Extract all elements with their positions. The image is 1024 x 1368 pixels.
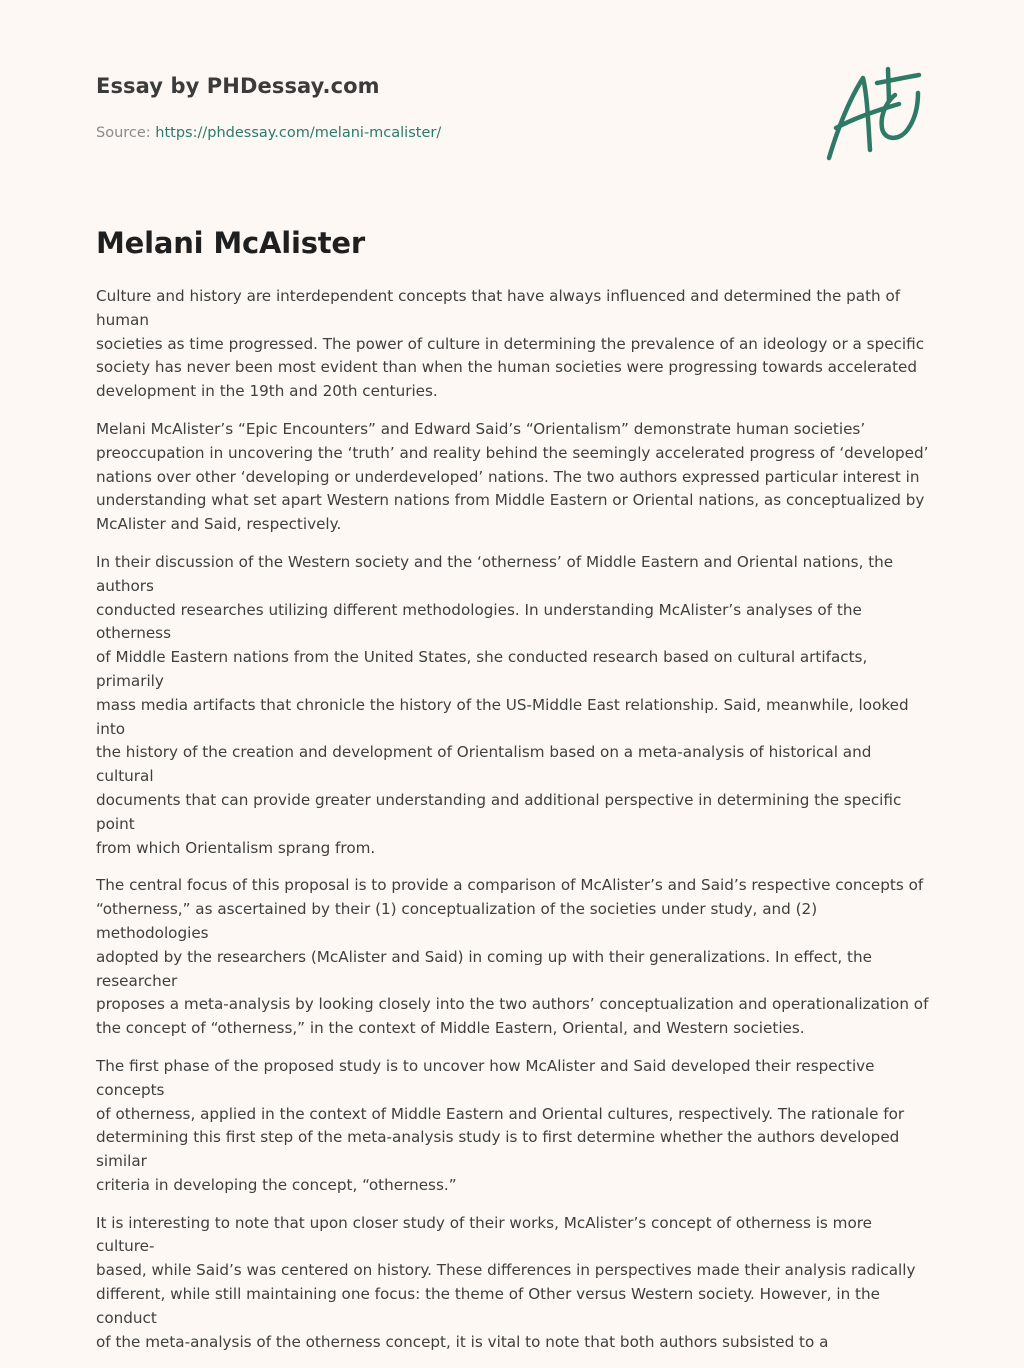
essay-title: Melani McAlister bbox=[96, 226, 365, 260]
essay-paragraph: The first phase of the proposed study is to uncover how McAlister and Said developed their respective concepts of otherness, applied in the context of Middle Eastern and Oriental cultures, respectively. The rationale for determining this first step of the meta-analysis study is to first determine whether the authors developed similar criteria in developing the concept, “otherness.” bbox=[96, 1056, 905, 1194]
essay-paragraph: Melani McAlister’s “Epic Encounters” and Edward Said’s “Orientalism” demonstrate human societies’ preoccupation in uncovering the ‘truth’ and reality behind the seemingly accelerated progress of ‘developed’ nations over other ‘developing or underdeveloped’ nations. The two authors expressed particular interest in understanding what set apart Western nations from Middle Eastern or Oriental nations, as conceptualized by McAlister and Said, respectively. bbox=[96, 419, 929, 534]
essay-paragraph: In their discussion of the Western society and the ‘otherness’ of Middle Eastern and Oriental nations, the authors conducted researches utilizing different methodologies. In understanding McAlister’s analyses of the otherness of Middle Eastern nations from the United States, she conducted research based on cultural artifacts, primarily mass media artifacts that chronicle the history of the US-Middle East relationship. Said, meanwhile, looked into the history of the creation and development of Orientalism based on a meta-analysis of historical and cultural documents that can provide greater understanding and additional perspective in determining the specific point from which Orientalism sprang from. bbox=[96, 552, 909, 857]
source-link[interactable]: https://phdessay.com/melani-mcalister/ bbox=[155, 125, 442, 141]
essay-paragraph: It is interesting to note that upon closer study of their works, McAlister’s concept of otherness is more culture- based, while Said’s was centered on history. These differences in perspectives made their analysis radically different, while still maintaining one focus: the theme of Other versus Western society. However, in the conduct of the meta-analysis of the otherness concept, it is vital to note that both authors subsisted to a bbox=[96, 1213, 916, 1351]
essay-paragraph: Culture and history are interdependent concepts that have always influenced and determined the path of human societies as time progressed. The power of culture in determining the prevalence of an ideology or a specific society has never been most evident than when the human societies were progressing towards accelerated development in the 19th and 20th centuries. bbox=[96, 287, 925, 401]
source-label: Source: bbox=[96, 125, 156, 141]
essay-body bbox=[96, 285, 931, 1368]
source-line bbox=[96, 125, 441, 141]
essay-header bbox=[96, 74, 796, 141]
essay-paragraph: The central focus of this proposal is to provide a comparison of McAlister’s and Said’s respective concepts of “otherness,” as ascertained by their (1) conceptualization of the societies under study, and (2) methodologies adopted by the researchers (McAlister and Said) in coming up with their generalizations. In effect, the researcher proposes a meta-analysis by looking closely into the two authors’ conceptualization and operationalization of the concept of “otherness,” in the context of Middle Eastern, Oriental, and Western societies. bbox=[96, 876, 929, 1038]
site-brand: Essay by PHDessay.com bbox=[96, 74, 380, 98]
a-plus-logo-icon bbox=[822, 66, 926, 166]
